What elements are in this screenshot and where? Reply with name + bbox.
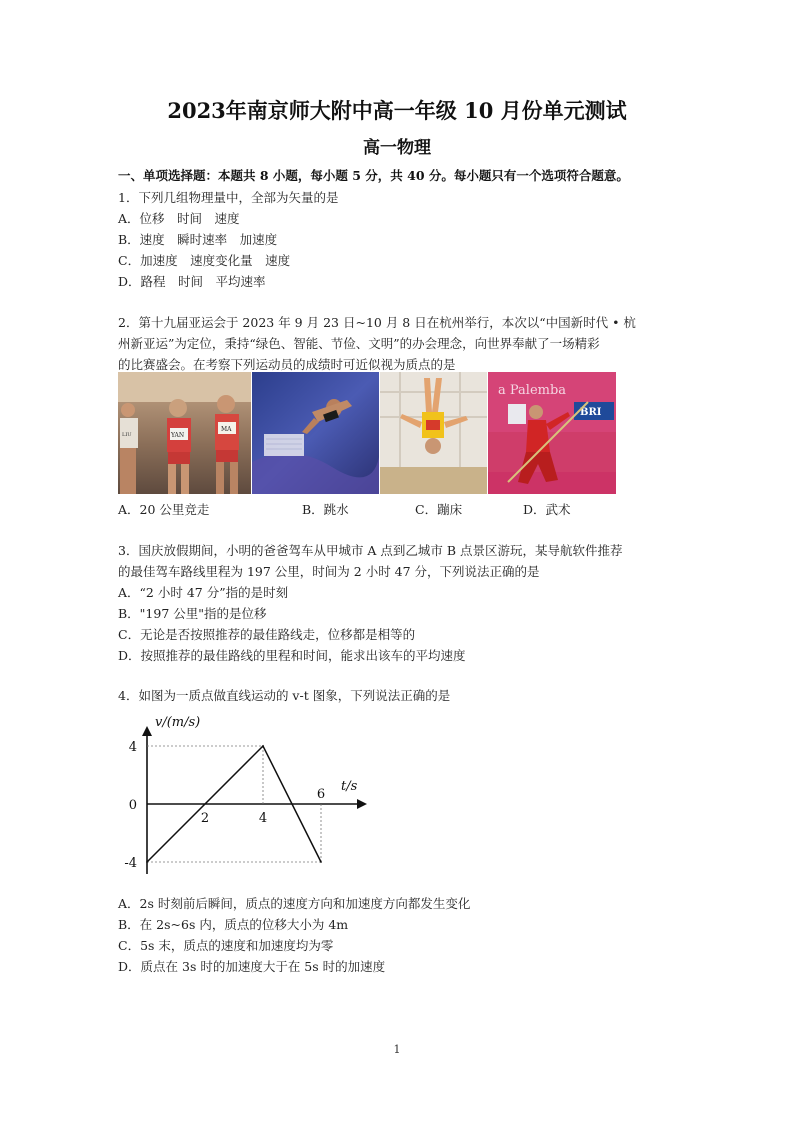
q2-stem-line-1: 2．第十九届亚运会于 2023 年 9 月 23 日~10 月 8 日在杭州举行，本次以“中国新时代 • 杭 [118, 315, 636, 330]
q1-option-d: D．路程 时间 平均速率 [118, 274, 266, 289]
q4-option-b: B．在 2s~6s 内，质点的位移大小为 4m [118, 917, 349, 932]
section-heading: 一、单项选择题：本题共 8 小题，每小题 5 分，共 40 分。每小题只有一个选项符合题意。 [118, 168, 629, 183]
y-tick-label: 4 [128, 740, 137, 755]
page-number: 1 [393, 1043, 401, 1056]
banner-text: a Palemba [498, 383, 567, 398]
y-tick-label: -4 [124, 856, 137, 871]
q3-option-d: D．按照推荐的最佳路线的里程和时间，能求出该车的平均速度 [118, 648, 466, 663]
q1-option-c: C．加速度 速度变化量 速度 [118, 253, 291, 268]
q3-option-c: C．无论是否按照推荐的最佳路线走，位移都是相等的 [118, 627, 416, 642]
q2-caption-d: D．武术 [523, 502, 571, 517]
q3-option-b: B．"197 公里"指的是位移 [118, 606, 267, 621]
q2-caption-c: C．蹦床 [415, 502, 463, 517]
x-tick-label: 6 [316, 787, 326, 802]
x-tick-label: 2 [200, 811, 210, 826]
y-axis-label: v/(m/s) [155, 715, 201, 730]
q4-option-d: D．质点在 3s 时的加速度大于在 5s 时的加速度 [118, 959, 386, 974]
x-tick-label: 4 [258, 811, 268, 826]
document-subtitle: 高一物理 [363, 138, 431, 158]
q1-option-b: B．速度 瞬时速率 加速度 [118, 232, 278, 247]
photo-race-walking [118, 372, 251, 494]
photo-wushu [488, 372, 616, 494]
bib-text-3: MA [221, 426, 232, 433]
data-point [146, 861, 148, 863]
q4-option-c: C．5s 末，质点的速度和加速度均为零 [118, 938, 334, 953]
q2-caption-a: A．20 公里竞走 [118, 502, 210, 517]
sponsor-text: BRI [580, 407, 602, 418]
q2-stem-line-3: 的比赛盛会。在考察下列运动员的成绩时可近似视为质点的是 [118, 357, 456, 372]
photo-trampoline [380, 372, 487, 494]
data-point [262, 745, 264, 747]
document-title: 2023年南京师大附中高一年级 10 月份单元测试 [167, 98, 627, 123]
q3-stem-line-1: 3．国庆放假期间，小明的爸爸驾车从甲城市 A 点到乙城市 B 点景区游玩，某导航软件推荐 [118, 543, 623, 558]
q1-stem: 1．下列几组物理量中，全部为矢量的是 [118, 190, 339, 205]
vt-graph [118, 710, 378, 890]
x-axis-label: t/s [341, 779, 358, 794]
bib-text-1: YAN [171, 432, 185, 439]
q1-option-a: A．位移 时间 速度 [118, 211, 240, 226]
q2-stem-line-2: 州新亚运”为定位，秉持“绿色、智能、节俭、文明”的办会理念，向世界奉献了一场精彩 [118, 336, 600, 351]
q4-stem: 4．如图为一质点做直线运动的 v-t 图象，下列说法正确的是 [118, 688, 451, 703]
y-tick-label: 0 [128, 798, 137, 813]
data-point [320, 861, 322, 863]
q3-option-a: A．“2 小时 47 分”指的是时刻 [118, 585, 289, 600]
bib-text-2: LIU [122, 432, 132, 438]
q3-stem-line-2: 的最佳驾车路线里程为 197 公里，时间为 2 小时 47 分，下列说法正确的是 [118, 564, 540, 579]
q4-option-a: A．2s 时刻前后瞬间，质点的速度方向和加速度方向都发生变化 [118, 896, 471, 911]
photo-diving [252, 372, 379, 494]
q2-caption-b: B．跳水 [302, 502, 349, 517]
